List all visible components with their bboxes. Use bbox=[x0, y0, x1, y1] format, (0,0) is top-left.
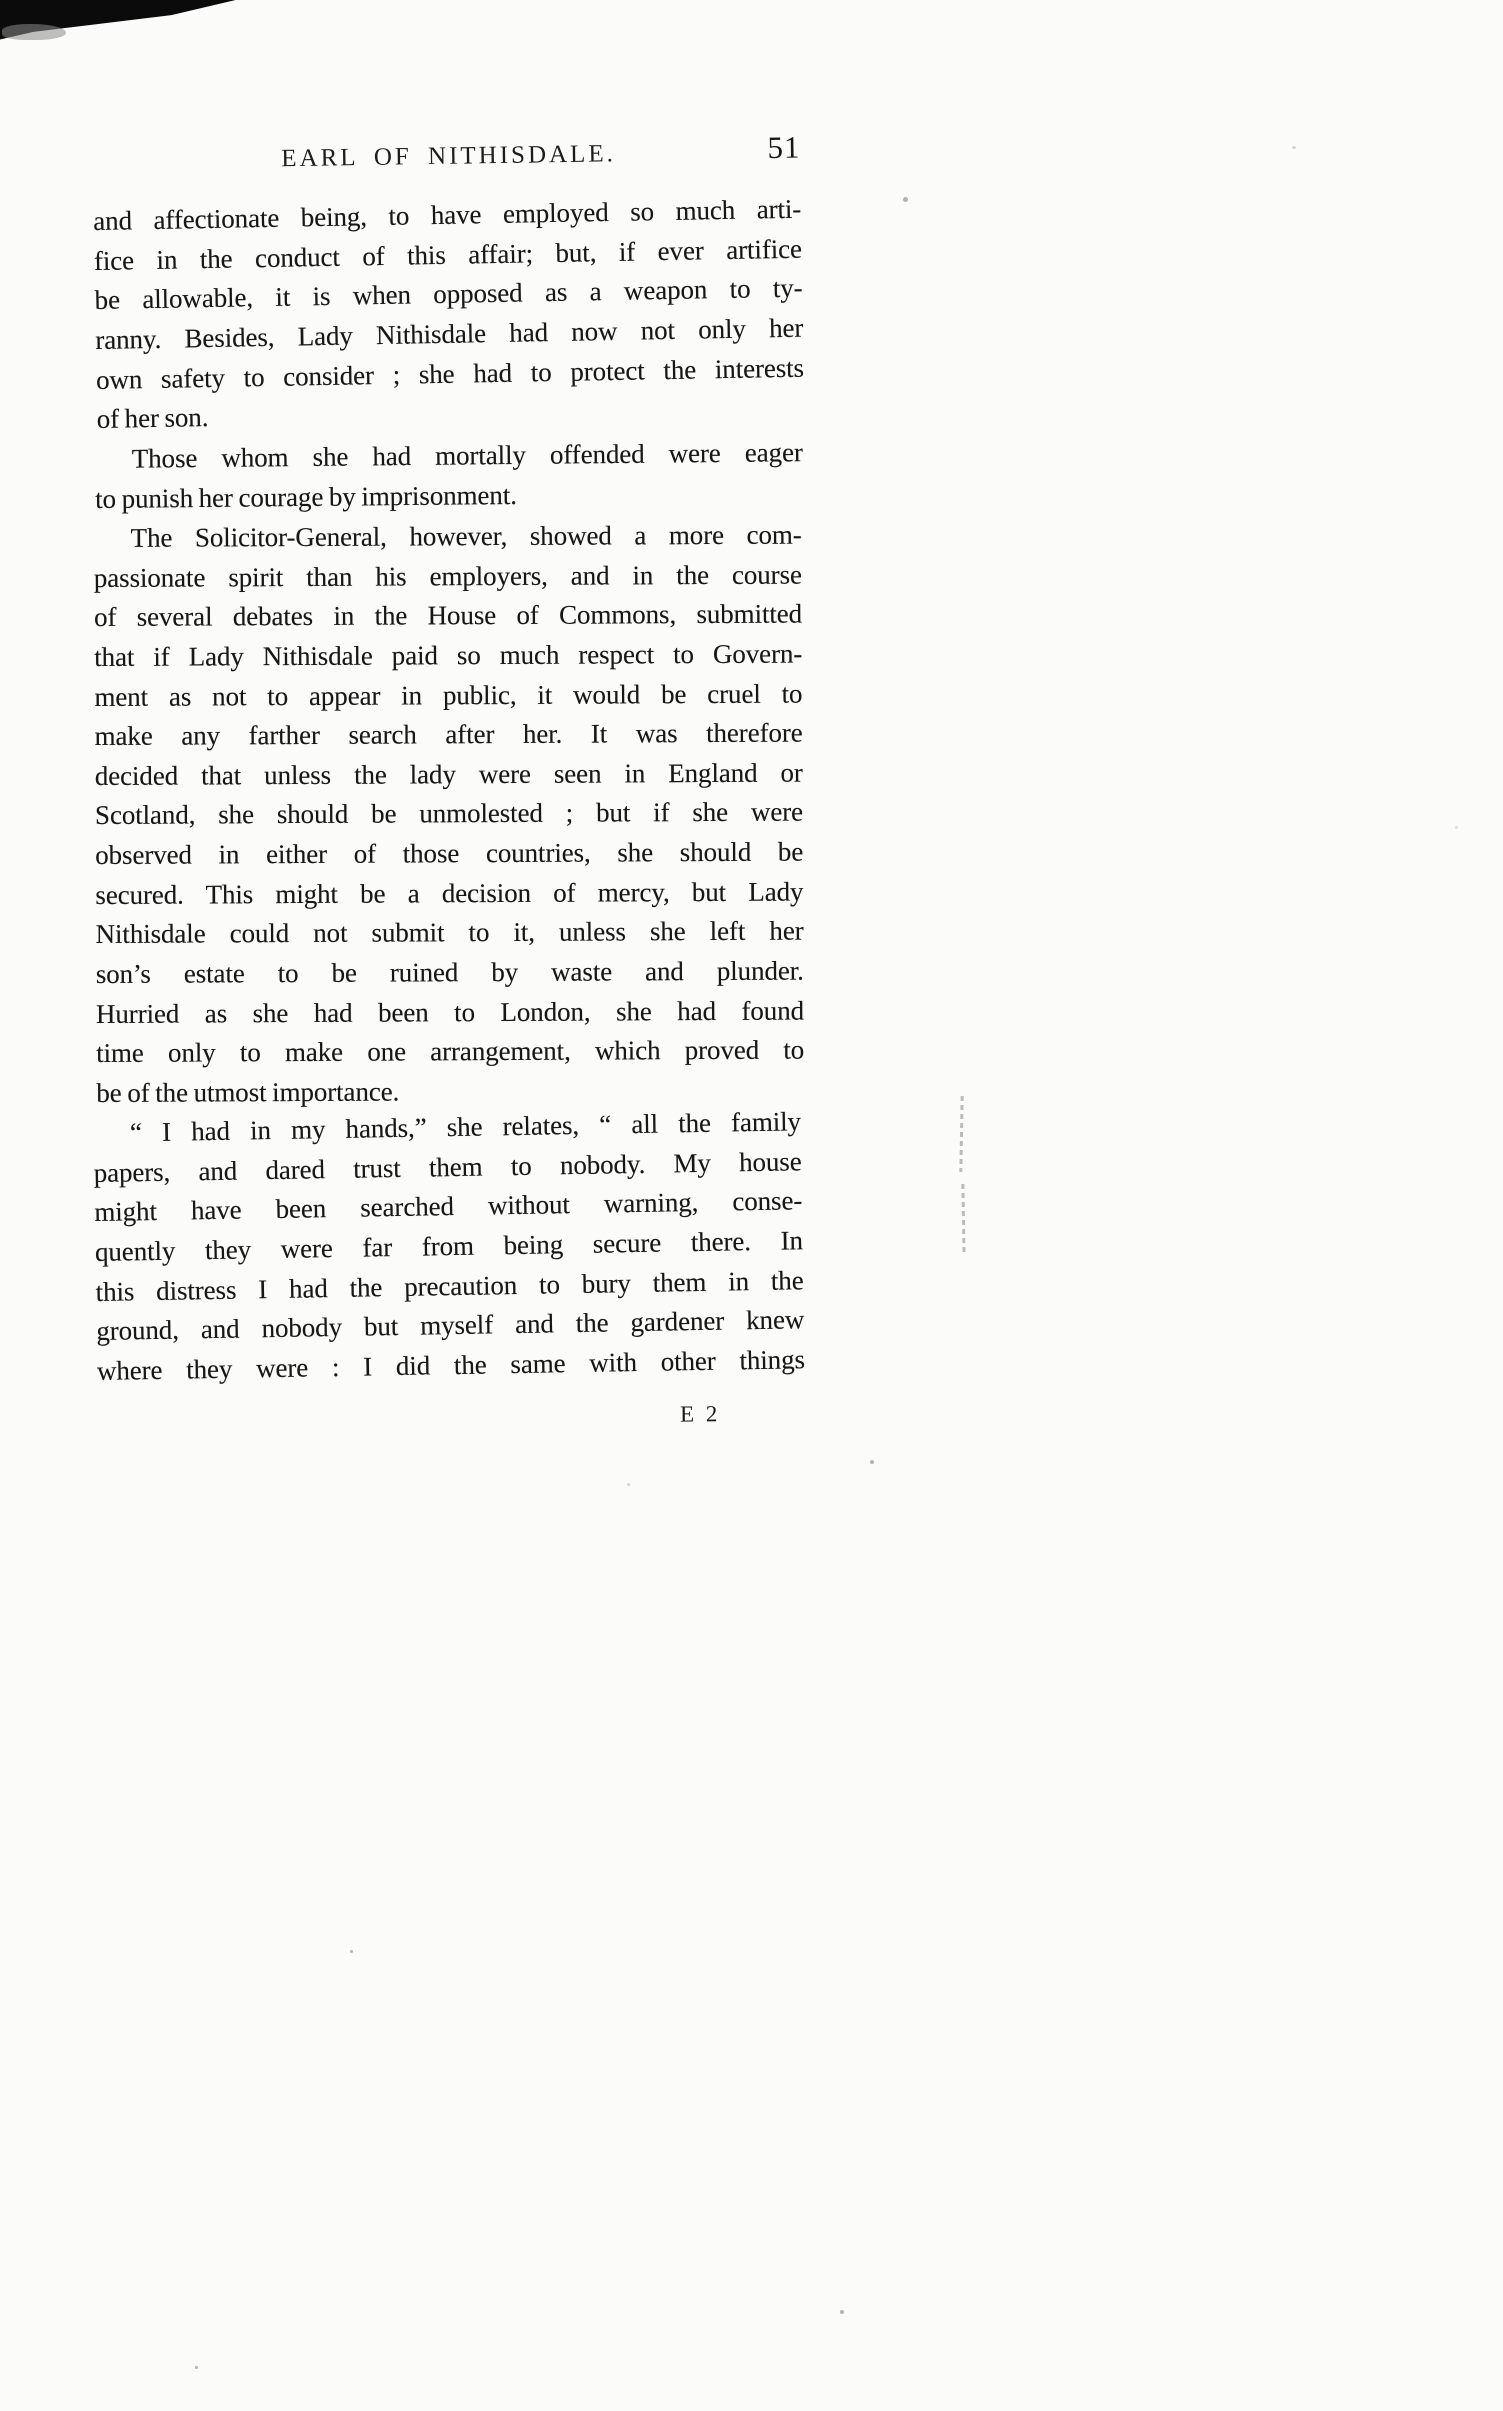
text-line: of several debates in the House of Commons, submitted bbox=[93, 598, 803, 633]
text-line: might have been searched without warning, conse- bbox=[94, 1185, 803, 1228]
text-line: make any farther search after her. It was therefore bbox=[94, 717, 803, 752]
page-number: 51 bbox=[767, 129, 801, 166]
text-column bbox=[92, 129, 806, 1427]
paragraph bbox=[94, 516, 805, 1114]
text-line: observed in either of those countries, she should be bbox=[95, 836, 804, 871]
text-line: quently they were far from being secure there. In bbox=[94, 1224, 804, 1267]
dust-speck bbox=[195, 2366, 198, 2369]
text-line: secured. This might be a decision of mercy, but Lady bbox=[95, 876, 804, 910]
dust-speck bbox=[870, 1460, 874, 1464]
text-line: and affectionate being, to have employed so much arti- bbox=[92, 193, 802, 237]
text-line: be allowable, it is when opposed as a weapon to ty- bbox=[94, 272, 803, 316]
text-line: own safety to consider ; she had to protect the interests bbox=[95, 352, 805, 395]
text-line: papers, and dared trust them to nobody. My house bbox=[93, 1145, 802, 1188]
dust-speck bbox=[627, 1483, 630, 1486]
text-line: be of the utmost importance. bbox=[96, 1076, 400, 1109]
text-line: this distress I had the precaution to bury them in the bbox=[95, 1264, 804, 1307]
dust-speck bbox=[1292, 146, 1296, 149]
text-line: fice in the conduct of this affair; but, if ever artifice bbox=[93, 233, 803, 276]
text-line: decided that unless the lady were seen in England or bbox=[94, 757, 803, 791]
text-line: Those whom she had mortally offended were eager bbox=[131, 437, 803, 474]
paragraph bbox=[93, 1102, 806, 1391]
text-line: ment as not to appear in public, it would be cruel to bbox=[94, 678, 803, 712]
text-line: that if Lady Nithisdale paid so much respect to Govern- bbox=[94, 638, 803, 673]
signature-mark: E 2 bbox=[679, 1401, 721, 1427]
dust-speck bbox=[840, 2310, 844, 2314]
paragraph bbox=[93, 190, 805, 440]
text-line: time only to make one arrangement, which proved to bbox=[96, 1034, 805, 1069]
scan-smudge-artifact bbox=[2, 24, 66, 40]
dust-speck bbox=[903, 197, 908, 202]
dust-speck bbox=[350, 1950, 353, 1953]
page-header bbox=[94, 129, 803, 188]
text-line: passionate spirit than his employers, and in the course bbox=[93, 559, 802, 593]
text-line: of her son. bbox=[96, 402, 209, 435]
text-line: ranny. Besides, Lady Nithisdale had now not only her bbox=[95, 312, 804, 355]
margin-pencil-marks bbox=[961, 1184, 965, 1256]
text-line: to punish her courage by imprisonment. bbox=[95, 479, 517, 514]
text-line: ground, and nobody but myself and the gardener knew bbox=[96, 1304, 805, 1346]
paragraph bbox=[95, 433, 804, 519]
running-header: EARL OF NITHISDALE. bbox=[281, 140, 617, 173]
body-text bbox=[92, 193, 806, 1391]
text-line: “ I had in my hands,” she relates, “ all the family bbox=[129, 1106, 802, 1148]
text-line: The Solicitor-General, however, showed a more com- bbox=[130, 519, 802, 553]
margin-pencil-marks bbox=[959, 1096, 963, 1172]
text-line: Nithisdale could not submit to it, unless she left her bbox=[95, 916, 804, 950]
dust-speck bbox=[1455, 826, 1458, 829]
text-line: son’s estate to be ruined by waste and plunder. bbox=[95, 955, 804, 990]
text-line: Scotland, she should be unmolested ; but if she were bbox=[94, 797, 804, 831]
text-line: where they were : I did the same with other things bbox=[96, 1343, 806, 1386]
text-line: Hurried as she had been to London, she had found bbox=[95, 995, 805, 1029]
